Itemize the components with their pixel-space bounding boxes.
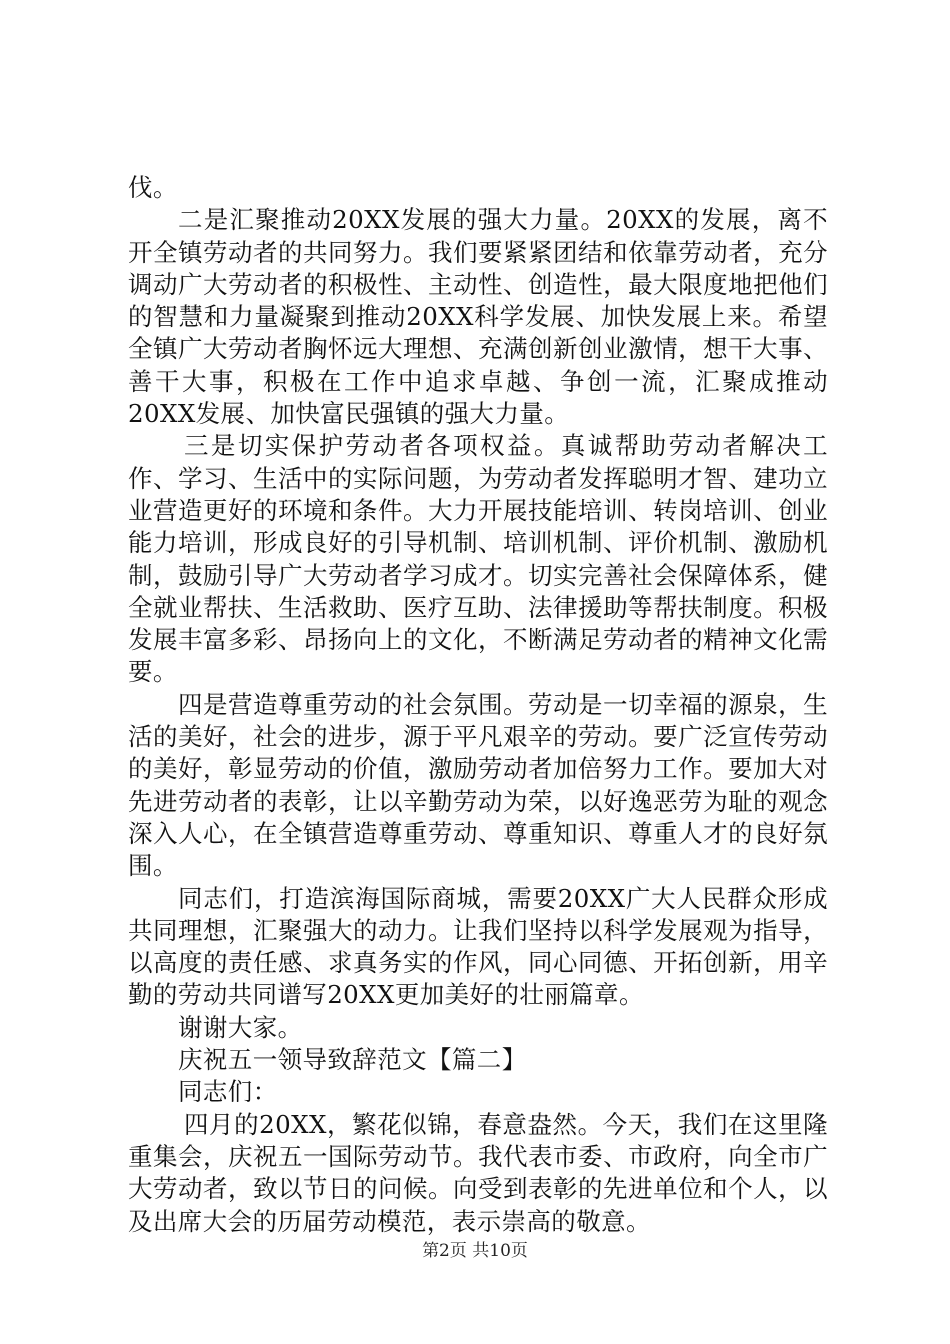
salutation: 同志们： [178, 1077, 278, 1107]
paragraph: 二是汇聚推动20XX发展的强大力量。20XX的发展，离不开全镇劳动者的共同努力。我们要紧紧团结和依靠劳动者，充分调动广大劳动者的积极性、主动性、创造性，最大限度地把他们的智慧和力量凝聚到推动20XX科学发展、加快发展上来。希望全镇广大劳动者胸怀远大理想、充满创新创业激情，想干大事、善干大事，积极在工作中追求卓越、争创一流，汇聚成推动20XX发展、加快富民强镇的强大力量。 [128, 205, 828, 429]
paragraph: 谢谢大家。 [178, 1012, 303, 1042]
paragraph: 四是营造尊重劳动的社会氛围。劳动是一切幸福的源泉，生活的美好，社会的进步，源于平凡艰辛的劳动。要广泛宣传劳动的美好，彰显劳动的价值，激励劳动者加倍努力工作。要加大对先进劳动者的表彰，让以辛勤劳动为荣，以好逸恶劳为耻的观念深入人心，在全镇营造尊重劳动、尊重知识、尊重人才的良好氛围。 [128, 689, 828, 881]
section-heading: 庆祝五一领导致辞范文【篇二】 [178, 1045, 527, 1075]
paragraph: 同志们，打造滨海国际商城，需要20XX广大人民群众形成共同理想，汇聚强大的动力。让我们坚持以科学发展观为指导，以高度的责任感、求真务实的作风，同心同德、开拓创新，用辛勤的劳动共同谱写20XX更加美好的壮丽篇章。 [128, 883, 828, 1010]
paragraph: 四月的20XX，繁花似锦，春意盎然。今天，我们在这里隆重集会，庆祝五一国际劳动节。我代表市委、市政府，向全市广大劳动者，致以节日的问候。向受到表彰的先进单位和个人，以及出席大会的历届劳动模范，表示崇高的敬意。 [128, 1109, 828, 1236]
page-footer: 第2页 共10页 [422, 1241, 528, 1261]
paragraph: 三是切实保护劳动者各项权益。真诚帮助劳动者解决工作、学习、生活中的实际问题，为劳动者发挥聪明才智、建功立业营造更好的环境和条件。大力开展技能培训、转岗培训、创业能力培训，形成良好的引导机制、培训机制、评价机制、激励机制，鼓励引导广大劳动者学习成才。切实完善社会保障体系，健全就业帮扶、生活救助、医疗互助、法律援助等帮扶制度。积极发展丰富多彩、昂扬向上的文化，不断满足劳动者的精神文化需要。 [128, 431, 828, 687]
document-body [128, 172, 828, 1238]
paragraph: 伐。 [128, 173, 178, 202]
